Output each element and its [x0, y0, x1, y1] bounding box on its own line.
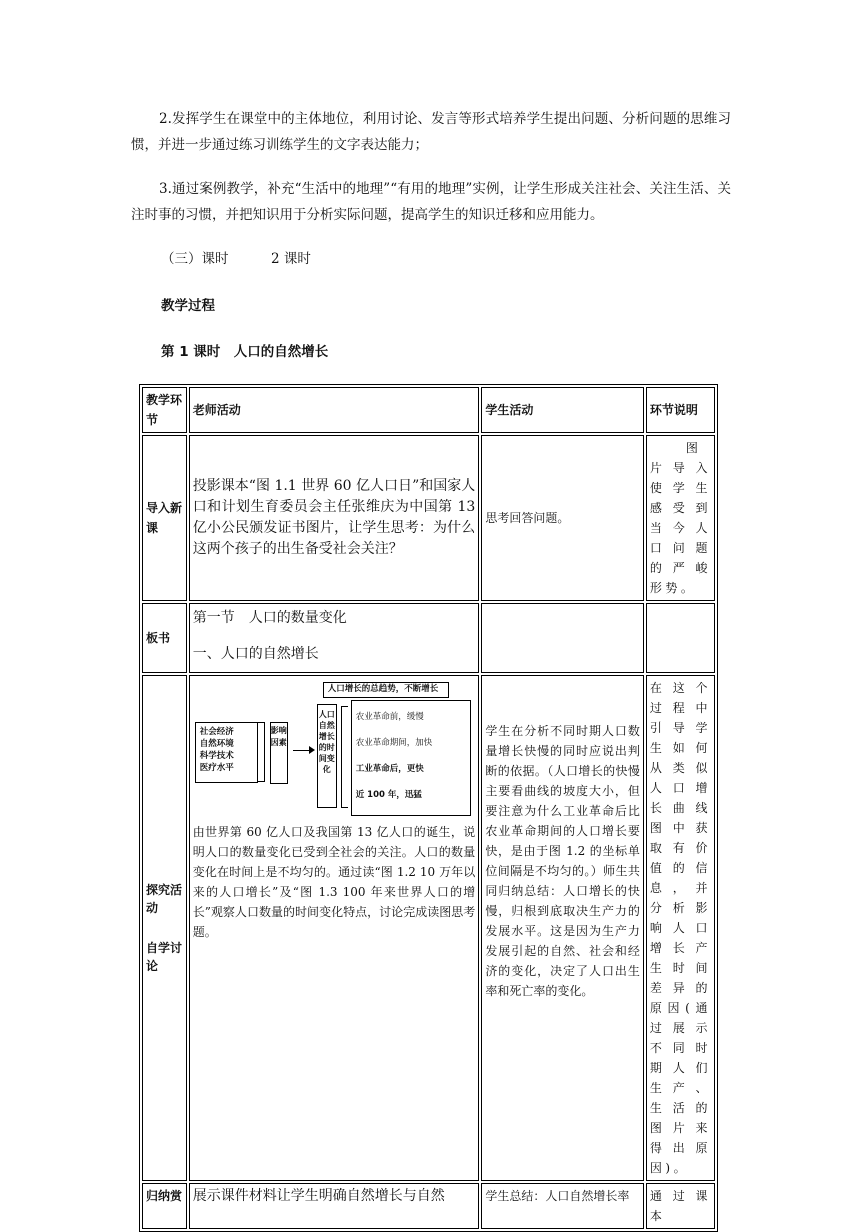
stage-3: 工业革命后，更快	[355, 764, 424, 774]
header-stage: 教学环节	[142, 387, 187, 433]
objective-2: 2.发挥学生在课堂中的主体地位，利用讨论、发言等形式培养学生提出问题、分析问题的思维习惯，并进一步通过练习训练学生的文字表达能力；	[131, 111, 731, 153]
stage-2: 农业革命期间，加快	[355, 738, 433, 748]
row-teacher: 展示课件材料让学生明确自然增长与自然	[189, 1183, 480, 1229]
factor-environment: 自然环境	[199, 739, 234, 749]
objective-3: 3.通过案例教学，补充“生活中的地理”“有用的地理”实例，让学生形成关注社会、关注生活、关注时事的习惯，并把知识用于分析实际问题，提高学生的知识迁移和应用能力。	[131, 181, 731, 223]
stage-4: 近 100 年，迅猛	[355, 790, 422, 800]
row-student	[481, 603, 644, 673]
diagram-influence: 影响因素	[270, 722, 288, 784]
row-note: 在这个过程中引导学生如何从类似人口增长曲线图中获取有价值的信息，并分析影响人口增长产生时间差异的原因(通过展示不同时期人们生产、生活的图片来得出原因)。	[646, 675, 715, 1181]
row-stage-1: 探究活动	[146, 883, 183, 915]
bracket-right	[341, 706, 348, 808]
row-student: 学生总结：人口自然增长率	[481, 1183, 644, 1229]
row-stage: 板书	[142, 603, 187, 673]
factor-technology: 科学技术	[199, 751, 234, 761]
row-stage: 归纳赏	[142, 1183, 187, 1229]
bracket-left	[258, 722, 265, 782]
row-note: 通过课本	[646, 1183, 715, 1229]
table-row	[142, 435, 715, 601]
table-row	[142, 675, 715, 1181]
period-label: （三）课时	[161, 251, 229, 267]
header-teacher: 老师活动	[189, 387, 480, 433]
diagram-trend: 人口增长的总趋势，不断增长	[323, 682, 449, 698]
table-header-row	[142, 387, 715, 433]
row-teacher: 由世界第 60 亿人口及我国第 13 亿人口的诞生，说明人口的数量变化已受到全社会的关注。人口的数量变化在时间上是不均匀的。通过读“图 1.2 10 万年以来的人口增长”及“图 1.3 100 年来世界人口的增长”观察人口数量的时间变化特点，讨论完成读图思考题。	[192, 825, 476, 939]
period-value: 2 课时	[271, 251, 311, 267]
arrow-right-icon	[309, 746, 315, 754]
table-row	[142, 603, 715, 673]
diagram-center: 人口自然增长的时间变化	[317, 704, 337, 808]
factor-economy: 社会经济	[199, 727, 234, 737]
stage-1: 农业革命前，缓慢	[355, 712, 424, 722]
row-note	[646, 603, 715, 673]
header-note: 环节说明	[646, 387, 715, 433]
board-line-2: 一、人口的自然增长	[192, 646, 319, 662]
factor-medical: 医疗水平	[199, 763, 234, 773]
row-stage-2: 自学讨论	[146, 941, 183, 973]
lesson-table	[139, 384, 718, 1232]
population-growth-diagram	[195, 682, 471, 812]
row-student: 学生在分析不同时期人口数量增长快慢的同时应说出判断的依据。（人口增长的快慢主要看曲线的坡度大小，但要注意为什么工业革命后比农业革命期间的人口增长要快，是由于图 1.2 的坐标单位间隔是不均匀的。）师生共同归纳总结：人口增长的快慢，归根到底取决生产力的发展水平。这是因为生产力发展引起的自然、社会和经济的变化，决定了人口出生率和死亡率的变化。	[481, 675, 644, 1181]
diagram-stages	[351, 700, 471, 816]
row-stage: 导入新课	[142, 435, 187, 601]
row-teacher: 投影课本“图 1.1 世界 60 亿人口日”和国家人口和计划生育委员会主任张维庆为中国第 13 亿小公民颁发证书图片，让学生思考：为什么这两个孩子的出生备受社会关注？	[189, 435, 480, 601]
diagram-factors	[195, 722, 258, 783]
table-row	[142, 1183, 715, 1229]
board-line-1: 第一节 人口的数量变化	[192, 610, 347, 626]
header-student: 学生活动	[481, 387, 644, 433]
process-title: 教学过程	[161, 298, 215, 314]
lesson-title: 第 1 课时 人口的自然增长	[161, 344, 329, 360]
row-note: 图片导入使学生感受到当今人口问题的严峻形势。	[646, 435, 715, 601]
row-student: 思考回答问题。	[481, 435, 644, 601]
